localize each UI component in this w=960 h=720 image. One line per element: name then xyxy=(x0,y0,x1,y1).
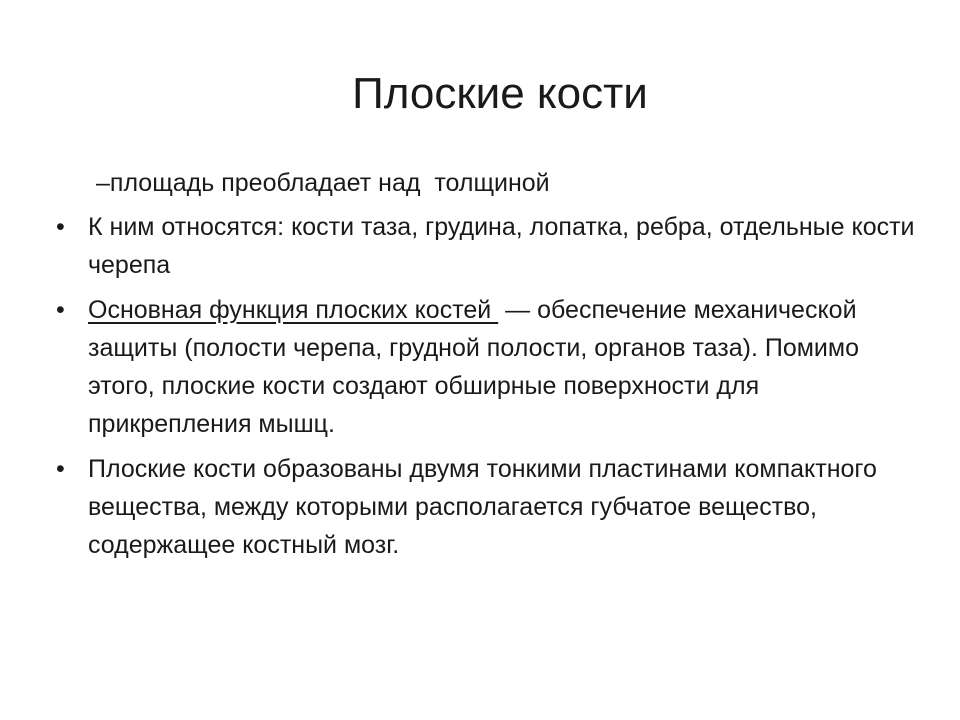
bullet-underlined-text: Основная функция плоских костей xyxy=(88,296,499,324)
bullet-icon: • xyxy=(56,296,65,324)
bullet-icon: • xyxy=(56,213,65,241)
slide-subtitle: –площадь преобладает над толщиной xyxy=(96,169,550,197)
slide-title: Плоские кости xyxy=(352,69,648,118)
bullet-text: Плоские кости образованы двумя тонкими пластинами компактного вещества, между которыми располагается губчатое вещество, содержащее костный мозг. xyxy=(88,455,877,559)
bullet-text: К ним относятся: кости таза, грудина, лопатка, ребра, отдельные кости черепа xyxy=(88,213,915,279)
bullet-icon: • xyxy=(56,455,65,483)
bullet-item-2 xyxy=(56,291,916,443)
bullet-item-3 xyxy=(56,450,916,564)
bullet-text: — обеспечение механической защиты (полости черепа, грудной полости, органов таза). Помимо этого, плоские кости создают обширные поверхности для прикрепления мышц. xyxy=(88,296,859,438)
bullet-list xyxy=(56,208,916,571)
bullet-item-1 xyxy=(56,208,916,284)
